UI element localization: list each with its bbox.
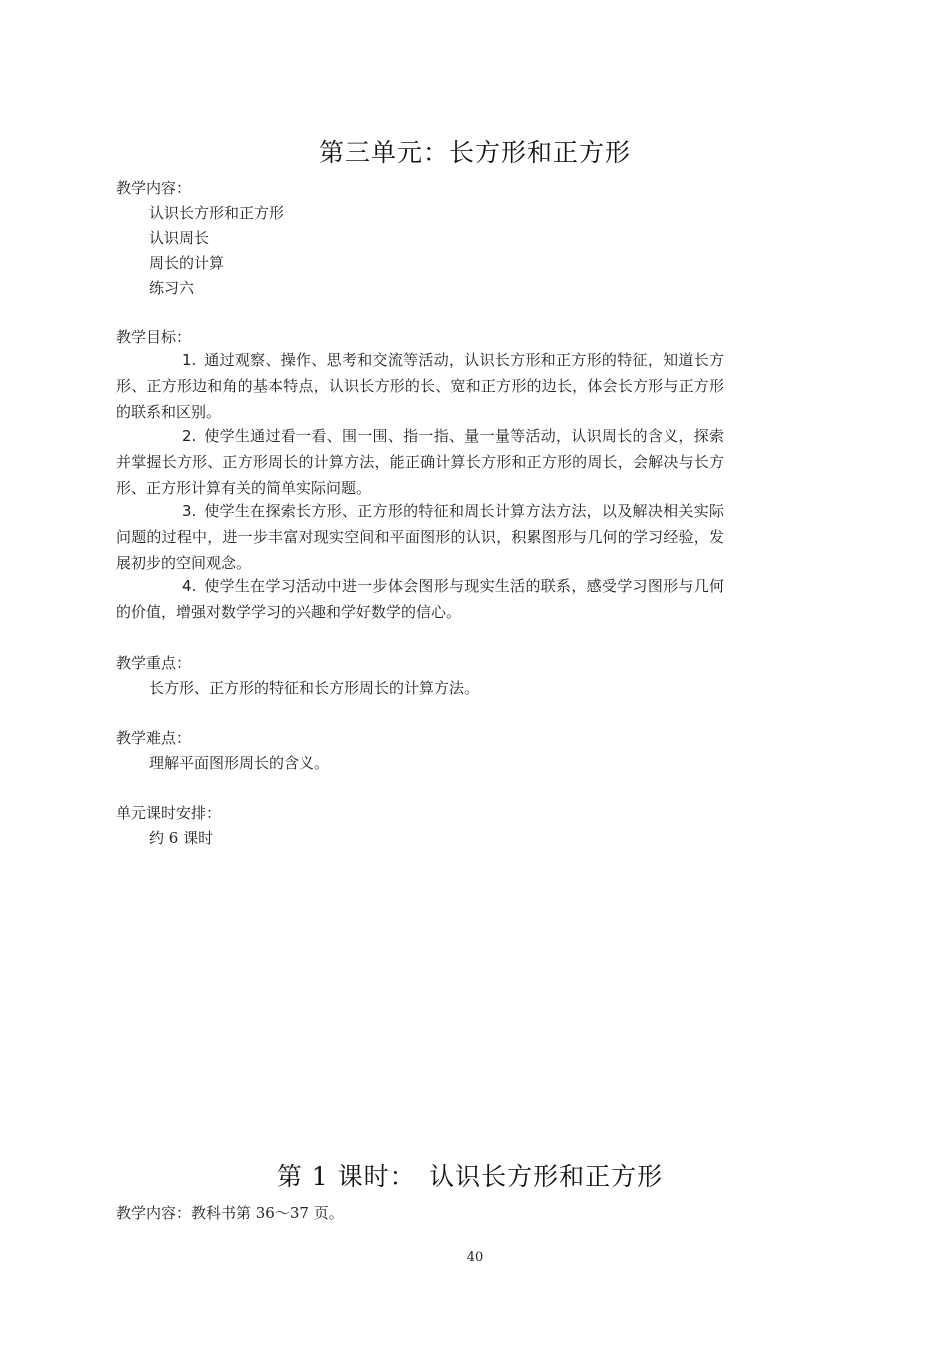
lesson-content: 教学内容：教科书第 36～37 页。 [116, 1204, 344, 1222]
schedule-heading: 单元课时安排： [116, 804, 222, 822]
difficulties-text: 理解平面图形周长的含义。 [149, 754, 330, 772]
objective-text: 通过观察、操作、思考和交流等活动，认识长方形和正方形的特征，知道长方形、正方形边和角的基本特点，认识长方形的长、宽和正方形的边长，体会长方形与正方形的联系和区别。 [116, 351, 724, 421]
difficulties-heading: 教学难点： [116, 729, 192, 747]
objective-paragraph [116, 423, 724, 501]
objective-number: 4. [182, 577, 197, 595]
key-points-text: 长方形、正方形的特征和长方形周长的计算方法。 [149, 679, 480, 697]
unit-title: 第三单元：长方形和正方形 [318, 138, 631, 167]
schedule-text: 约 6 课时 [149, 829, 214, 847]
objective-number: 3. [182, 502, 197, 520]
objective-text: 使学生通过看一看、围一围、指一指、量一量等活动，认识周长的含义，探索并掌握长方形、正方形周长的计算方法，能正确计算长方形和正方形的周长，会解决与长方形、正方形计算有关的简单实际问题。 [116, 427, 724, 497]
content-item: 认识周长 [149, 229, 210, 247]
key-points-heading: 教学重点： [116, 654, 192, 672]
objective-text: 使学生在学习活动中进一步体会图形与现实生活的联系，感受学习图形与几何的价值，增强对数学学习的兴趣和学好数学的信心。 [116, 577, 724, 621]
content-item: 周长的计算 [149, 254, 225, 272]
page-number: 40 [466, 1250, 484, 1265]
objectives-heading: 教学目标： [116, 328, 192, 346]
content-item: 练习六 [149, 279, 195, 297]
objective-number: 2. [182, 427, 197, 445]
objective-text: 使学生在探索长方形、正方形的特征和周长计算方法方法，以及解决相关实际问题的过程中，进一步丰富对现实空间和平面图形的认识，积累图形与几何的学习经验，发展初步的空间观念。 [116, 502, 724, 572]
content-item: 认识长方形和正方形 [149, 204, 285, 222]
objective-paragraph [116, 498, 724, 576]
objective-number: 1. [182, 351, 197, 369]
objective-paragraph [116, 347, 724, 425]
objective-paragraph [116, 573, 724, 625]
lesson-title: 第 1 课时： 认识长方形和正方形 [276, 1162, 664, 1191]
content-heading: 教学内容： [116, 179, 192, 197]
